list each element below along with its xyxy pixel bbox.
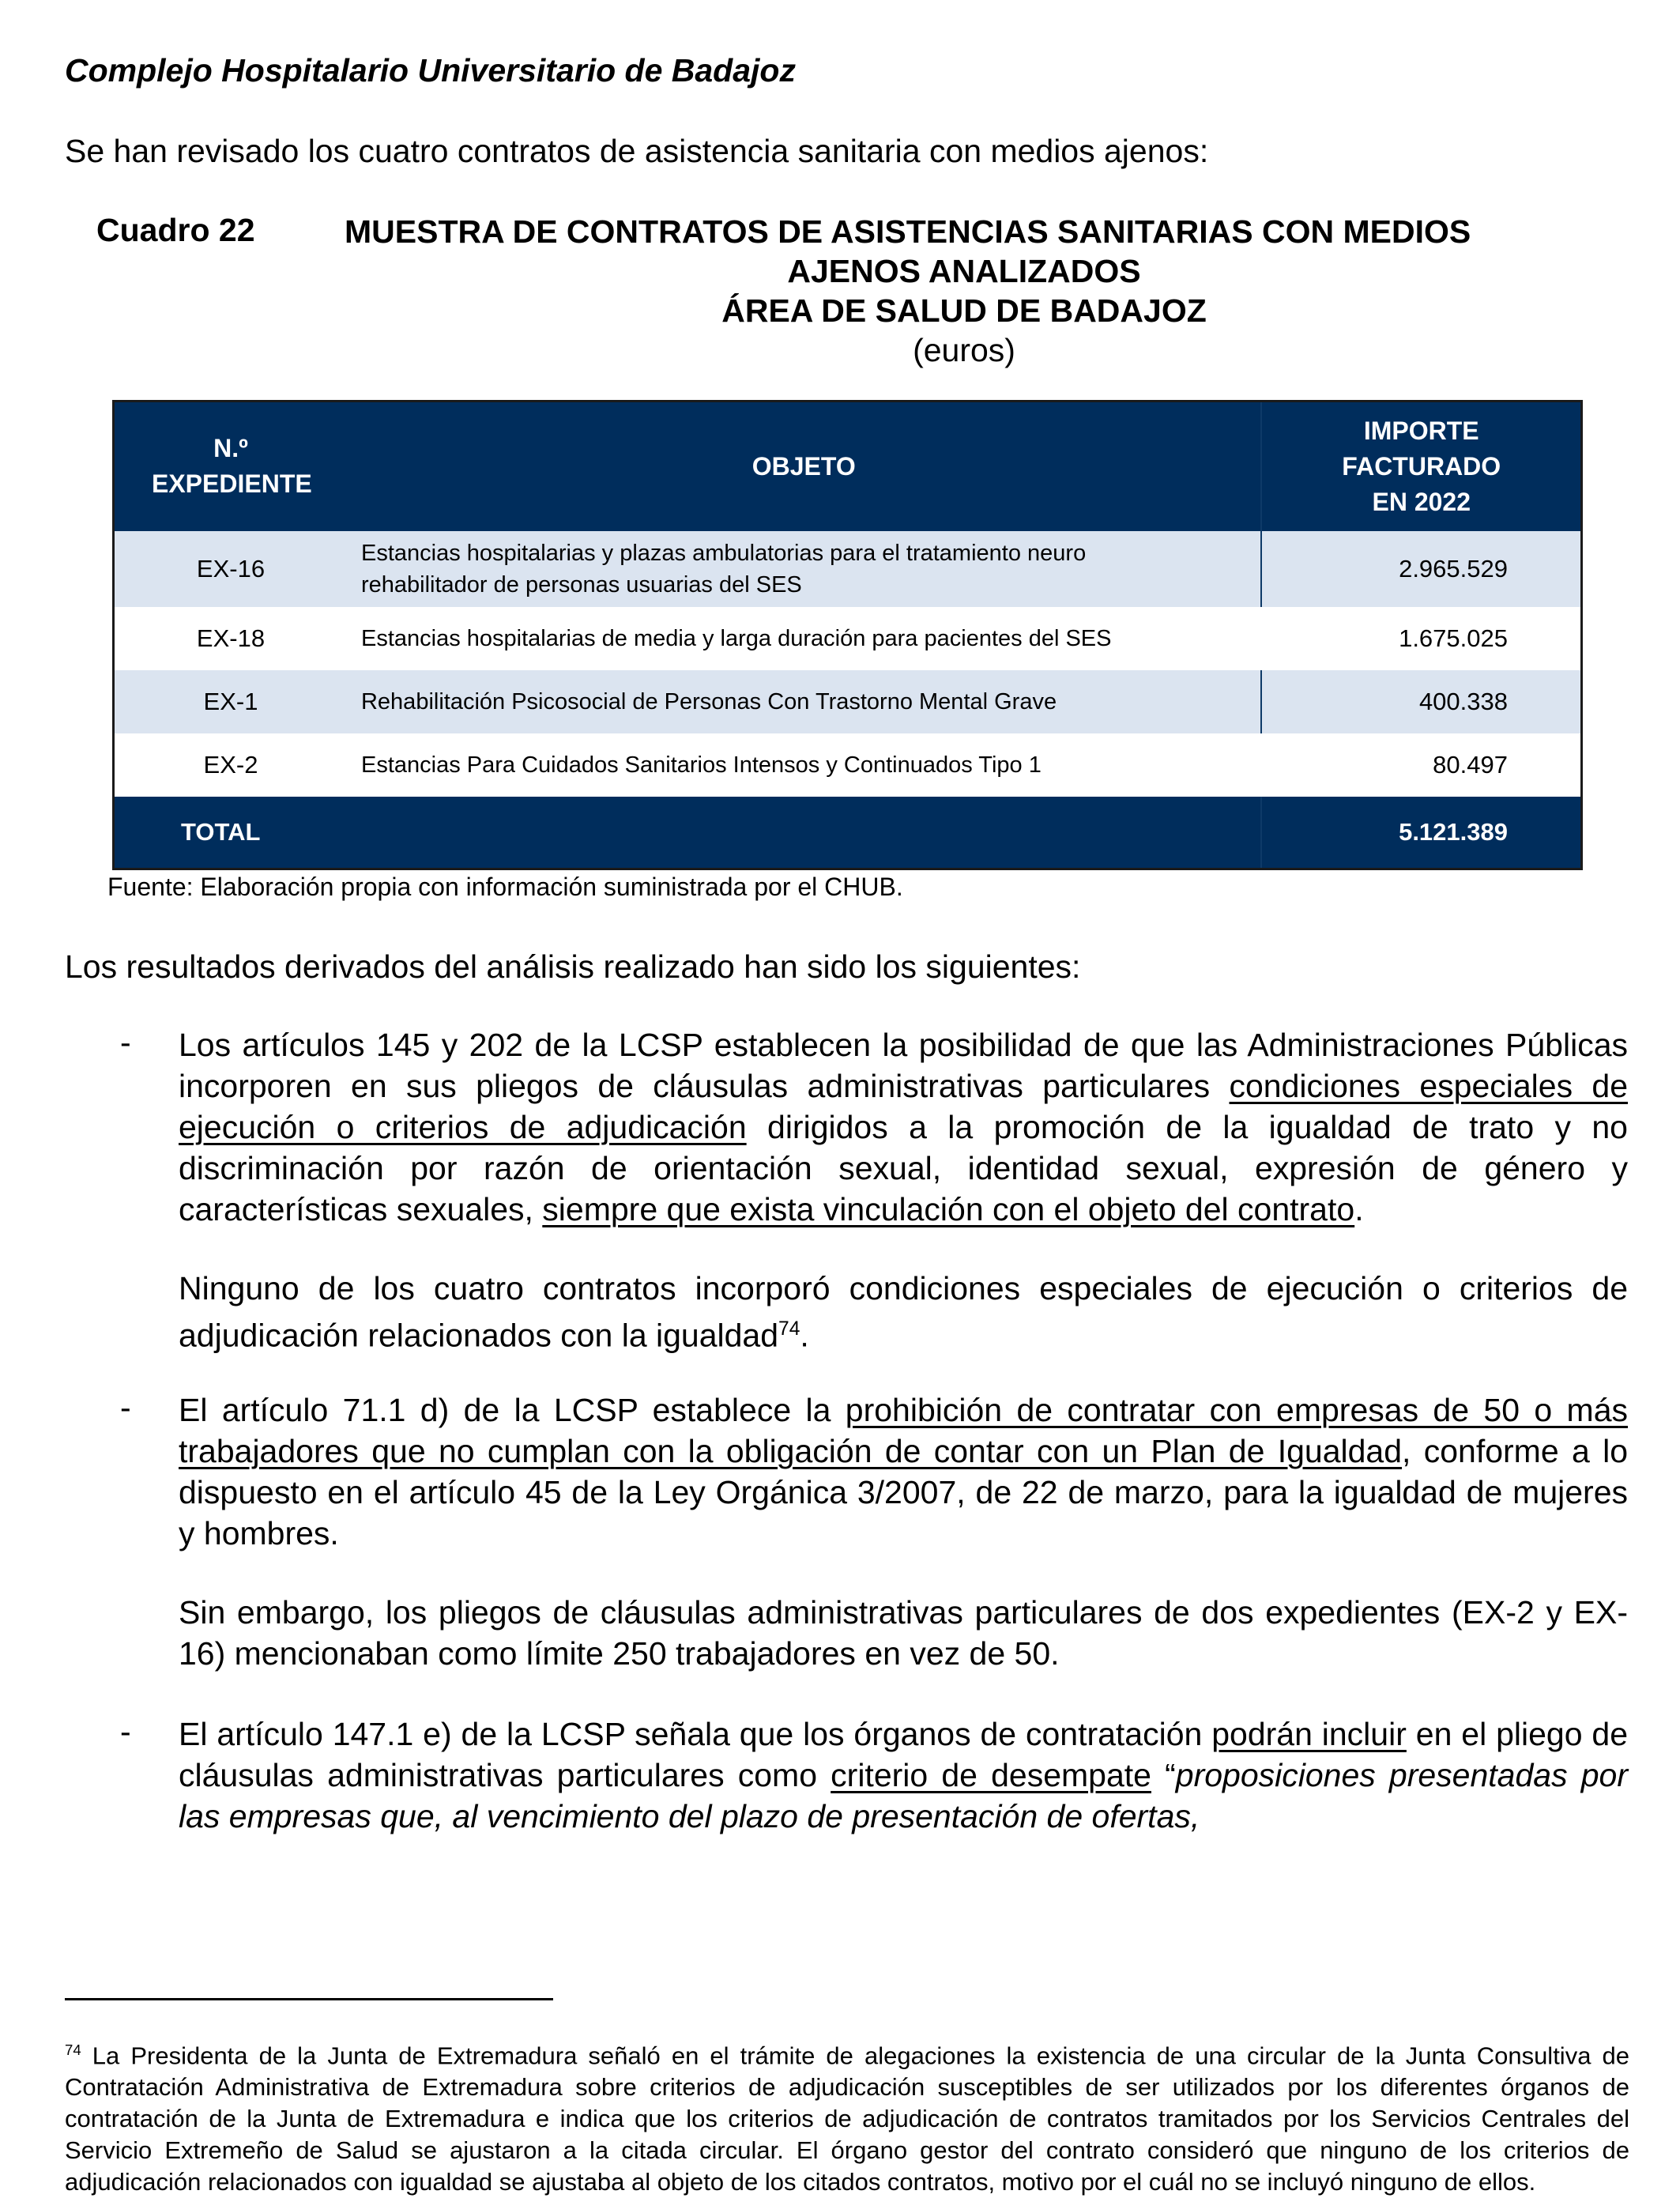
- underlined-phrase: siempre que exista vinculación con el objeto del contrato: [542, 1191, 1355, 1227]
- bullet-dash: -: [120, 1024, 131, 1061]
- header-importe: IMPORTE FACTURADO EN 2022: [1261, 402, 1581, 531]
- table-total-row: [114, 797, 1582, 869]
- header-expediente: N.º EXPEDIENTE: [151, 434, 312, 499]
- bullet-dash: -: [120, 1389, 131, 1426]
- italic-quote: proposiciones presentadas por las empresas que, al vencimiento del plazo de presentación de ofertas,: [179, 1757, 1628, 1834]
- underlined-phrase: prohibición de contratar con empresas de 50 o más trabajadores que no cumplan con la obligación de contar con un Plan de Igualdad: [179, 1392, 1629, 1469]
- underlined-phrase: podrán incluir: [1211, 1716, 1407, 1752]
- underlined-phrase: condiciones especiales de ejecución o criterios de adjudicación: [179, 1068, 1629, 1145]
- cell-expediente: EX-1: [203, 687, 258, 715]
- bullet-dash: -: [120, 1714, 131, 1750]
- contracts-table: [112, 400, 1583, 870]
- table-row: [114, 670, 1582, 733]
- item-1-followup: Ninguno de los cuatro contratos incorporó condiciones especiales de ejecución o criterios de adjudicación relacionados con la igualdad$^{74}$.: [179, 1270, 1628, 1354]
- caption-line-1: MUESTRA DE CONTRATOS DE ASISTENCIAS SANITARIAS CON MEDIOS: [345, 213, 1471, 250]
- cell-expediente: EX-2: [203, 750, 258, 779]
- item-2-followup: Sin embargo, los pliegos de cláusulas administrativas particulares de dos expedientes (EX-2 y EX-16) mencionaban como límite 250 trabajadores en vez de 50.: [179, 1594, 1628, 1672]
- caption-line-2: AJENOS ANALIZADOS: [787, 253, 1141, 289]
- section-title: Complejo Hospitalario Universitario de Badajoz: [65, 52, 796, 89]
- underlined-phrase: criterio de desempate: [831, 1757, 1151, 1793]
- cell-importe: 400.338: [1261, 670, 1581, 733]
- total-empty: [347, 797, 1261, 869]
- footnote-divider: [65, 1998, 553, 2000]
- item-3-paragraph: El artículo 147.1 e) de la LCSP señala que los órganos de contratación podrán incluir en el pliego de cláusulas administrativas particulares como criterio de desempate “proposiciones presentadas por las empresas que, al vencimiento del plazo de presentación de ofertas,: [179, 1716, 1628, 1834]
- table-caption-title: [332, 212, 1596, 370]
- table-source: Fuente: Elaboración propia con información suministrada por el CHUB.: [107, 873, 903, 901]
- table-row: [114, 531, 1582, 607]
- table-caption-label: Cuadro 22: [96, 212, 255, 248]
- footnote-text: La Presidenta de la Junta de Extremadura señaló en el trámite de alegaciones la existencia de una circular de la Junta Consultiva de Contratación Administrativa de Extremadura sobre criterios de adjudicación susceptibles de ser utilizados por los diferentes órganos de contratación de la Junta de Extremadura e indica que los criterios de adjudicación de contratos tramitados por los Servicios Centrales del Servicio Extremeño de Salud se ajustaron a la citada circular. El órgano gestor del contrato consideró que ninguno de los criterios de adjudicación relacionados con igualdad se ajustaba al objeto de los citados contratos, motivo por el cuál no se incluyó ninguno de ellos.: [65, 2042, 1629, 2196]
- footnote-number: 74: [65, 2042, 81, 2058]
- cell-importe: 80.497: [1433, 750, 1508, 779]
- cell-expediente: EX-18: [196, 624, 266, 652]
- footnote-ref[interactable]: 74: [778, 1318, 800, 1340]
- footnote-74: [65, 2034, 1629, 2198]
- results-intro: Los resultados derivados del análisis realizado han sido los siguientes:: [65, 948, 1081, 985]
- item-1-paragraph: Los artículos 145 y 202 de la LCSP establecen la posibilidad de que las Administraciones Públicas incorporen en sus pliegos de cláusulas administrativas particulares condiciones especiales de ejecución o criterios de adjudicación dirigidos a la promoción de la igualdad de trato y no discriminación por razón de orientación sexual, identidad sexual, expresión de género y características sexuales, siempre que exista vinculación con el objeto del contrato.: [179, 1027, 1629, 1227]
- caption-line-3: ÁREA DE SALUD DE BADAJOZ: [721, 292, 1207, 329]
- table-row: [114, 733, 1582, 797]
- table-row: [114, 607, 1582, 670]
- cell-importe: 1.675.025: [1399, 624, 1508, 652]
- intro-paragraph: Se han revisado los cuatro contratos de asistencia sanitaria con medios ajenos:: [65, 133, 1209, 169]
- caption-units: (euros): [913, 332, 1015, 368]
- cell-objeto: Estancias hospitalarias de media y larga duración para pacientes del SES: [360, 625, 1112, 651]
- total-value: 5.121.389: [1261, 797, 1581, 869]
- total-label: TOTAL: [181, 817, 261, 846]
- cell-objeto: Estancias Para Cuidados Sanitarios Intensos y Continuados Tipo 1: [360, 752, 1042, 778]
- cell-objeto: Rehabilitación Psicosocial de Personas Con Trastorno Mental Grave: [360, 688, 1057, 714]
- header-objeto: OBJETO: [751, 452, 856, 481]
- cell-importe: 2.965.529: [1261, 531, 1581, 607]
- cell-objeto: Estancias hospitalarias y plazas ambulatorias para el tratamiento neuro rehabilitador de personas usuarias del SES: [360, 540, 1087, 598]
- table-header-row: [114, 402, 1582, 531]
- cell-expediente: EX-16: [196, 554, 266, 582]
- item-2-paragraph: El artículo 71.1 d) de la LCSP establece la prohibición de contratar con empresas de 50 o más trabajadores que no cumplan con la obligación de contar con un Plan de Igualdad, conforme a lo dispuesto en el artículo 45 de la Ley Orgánica 3/2007, de 22 de marzo, para la igualdad de mujeres y hombres.: [179, 1392, 1629, 1551]
